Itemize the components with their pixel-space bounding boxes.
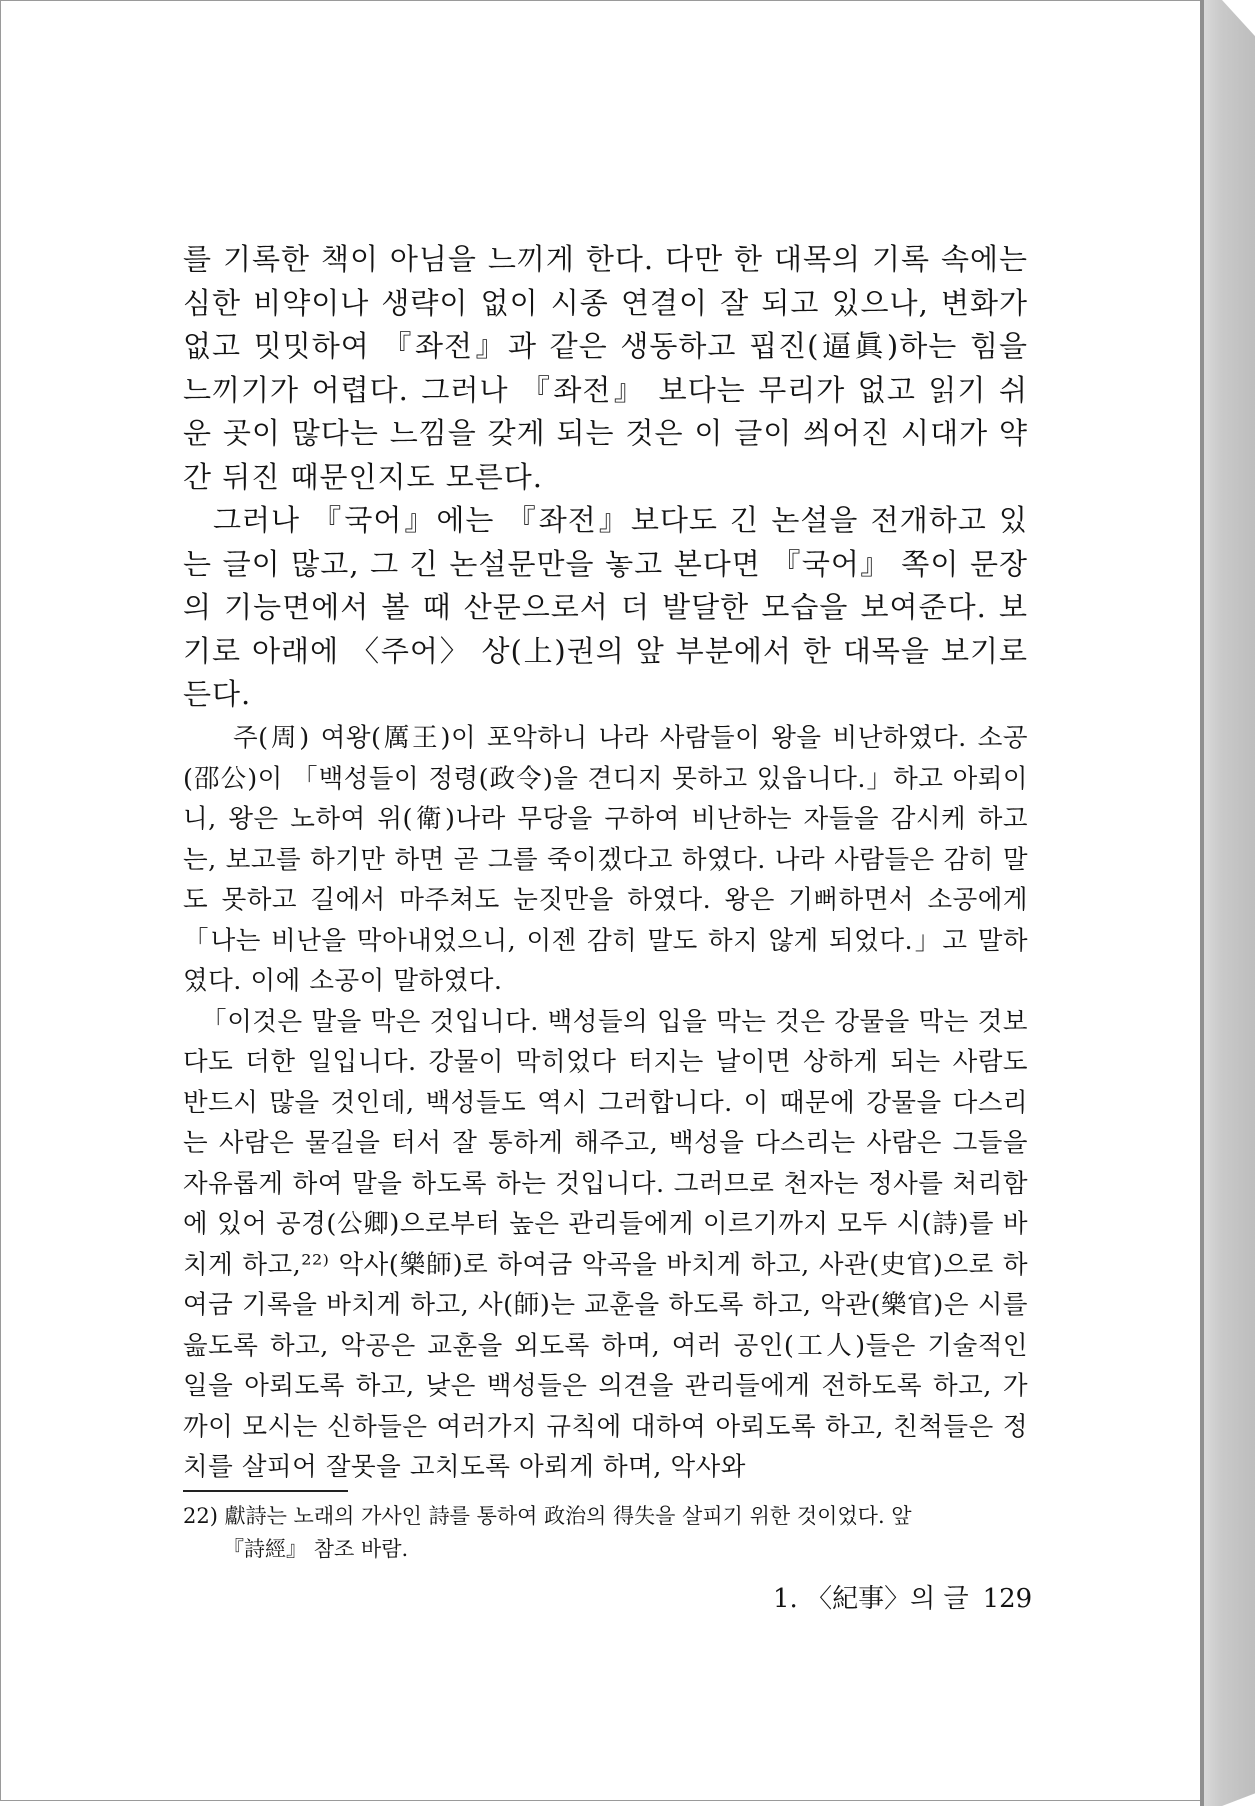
body-paragraph-1: 를 기록한 책이 아님을 느끼게 한다. 다만 한 대목의 기록 속에는 심한 비약이나 생략이 없이 시종 연결이 잘 되고 있으나, 변화가 없고 밋밋하여 『좌전』과 같은 생동하고 핍진(逼眞)하는 힘을 느끼기가 어렵다. 그러나 『좌전』 보다는 무리가 없고 읽기 쉬운 곳이 많다는 느낌을 갖게 되는 것은 이 글이 씌어진 시대가 약간 뒤진 때문인지도 모른다. xyxy=(183,242,1028,494)
quote-paragraph-2: 「이것은 말을 막은 것입니다. 백성들의 입을 막는 것은 강물을 막는 것보다도 더한 일입니다. 강물이 막히었다 터지는 날이면 상하게 되는 사람도 반드시 많을 것인데, 백성들도 역시 그러합니다. 이 때문에 강물을 다스리는 사람은 물길을 터서 잘 통하게 해주고, 백성을 다스리는 사람은 그들을 자유롭게 하여 말을 하도록 하는 것입니다. 그러므로 천자는 정사를 처리함에 있어 공경(公卿)으로부터 높은 관리들에게 이르기까지 모두 시(詩)를 바치게 하고,²²⁾ 악사(樂師)로 하여금 악곡을 바치게 하고, 사관(史官)으로 하여금 기록을 바치게 하고, 사(師)는 교훈을 하도록 하고, 악관(樂官)은 시를 읊도록 하고, 악공은 교훈을 외도록 하며, 여러 공인(工人)들은 기술적인 일을 아뢰도록 하고, 낮은 백성들은 의견을 관리들에게 전하도록 하고, 가까이 모시는 신하들은 여러가지 규칙에 대하여 아뢰도록 하고, 친척들은 정치를 살피어 잘못을 고치도록 아뢰게 하며, 악사와 xyxy=(183,1006,1028,1482)
body-paragraph-2: 그러나 『국어』에는 『좌전』보다도 긴 논설을 전개하고 있는 글이 많고, 그 긴 논설문만을 놓고 본다면 『국어』 쪽이 문장의 기능면에서 볼 때 산문으로서 더 발달한 모습을 보여준다. 보기로 아래에 〈주어〉 상(上)권의 앞 부분에서 한 대목을 보기로 든다. xyxy=(183,503,1028,711)
footnote-line-1: 22) 獻詩는 노래의 가사인 詩를 통하여 政治의 得失을 살피기 위한 것이었다. 앞 xyxy=(183,1504,912,1528)
page-edge-shadow xyxy=(1200,0,1255,1806)
quote-paragraph-1: 주(周) 여왕(厲王)이 포악하니 나라 사람들이 왕을 비난하였다. 소공(邵公)이 「백성들이 정령(政令)을 견디지 못하고 있읍니다.」하고 아뢰이니, 왕은 노하여 위(衛)나라 무당을 구하여 비난하는 자들을 감시케 하고는, 보고를 하기만 하면 곧 그를 죽이겠다고 하였다. 나라 사람들은 감히 말도 못하고 길에서 마주쳐도 눈짓만을 하였다. 왕은 기뻐하면서 소공에게 「나는 비난을 막아내었으니, 이젠 감히 말도 하지 않게 되었다.」고 말하였다. 이에 소공이 말하였다. xyxy=(183,723,1028,996)
running-footer xyxy=(773,1582,1033,1616)
main-body-text xyxy=(183,238,1028,717)
section-title: 1. 〈紀事〉의 글 xyxy=(773,1584,969,1614)
footnote-line-2: 『詩經』 참조 바람. xyxy=(223,1537,409,1561)
quoted-passage xyxy=(183,718,1028,1488)
footnote xyxy=(183,1500,1028,1566)
page-number: 129 xyxy=(982,1584,1033,1614)
footnote-divider xyxy=(183,1490,348,1492)
page-edge-line xyxy=(1200,0,1204,1806)
